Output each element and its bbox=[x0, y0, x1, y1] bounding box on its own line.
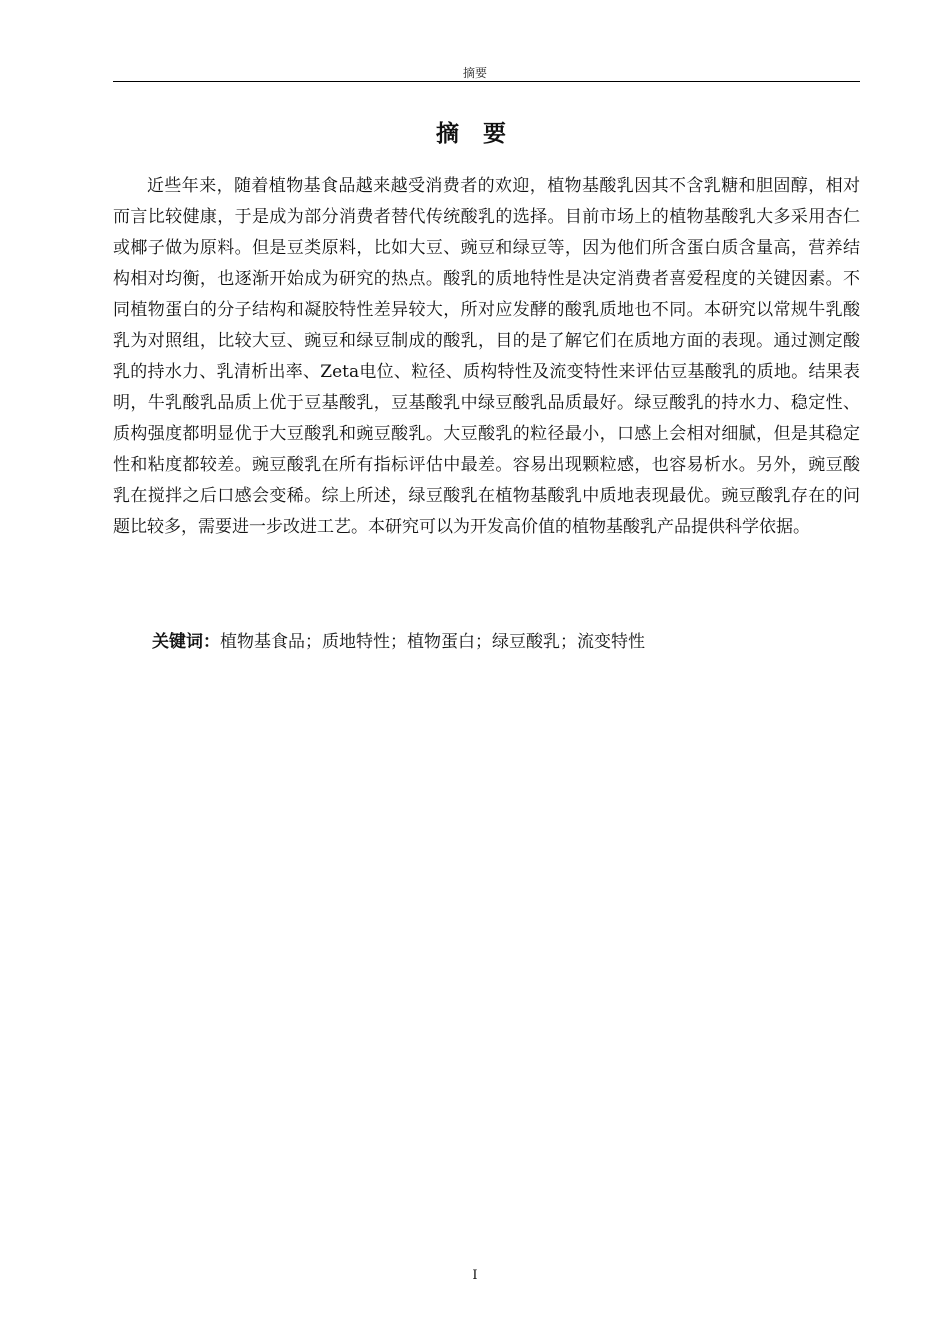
page-title: 摘 要 bbox=[435, 120, 514, 147]
keywords-label: 关键词： bbox=[152, 632, 220, 652]
running-header: 摘要 bbox=[462, 66, 487, 80]
keywords-text: 植物基食品；质地特性；植物蛋白；绿豆酸乳；流变特性 bbox=[220, 632, 645, 652]
header-rule bbox=[113, 81, 860, 82]
page-number: I bbox=[472, 1268, 478, 1283]
keywords-line bbox=[152, 627, 860, 658]
abstract-paragraph: 近些年来，随着植物基食品越来越受消费者的欢迎，植物基酸乳因其不含乳糖和胆固醇，相对而言比较健康，于是成为部分消费者替代传统酸乳的选择。目前市场上的植物基酸乳大多采用杏仁或椰子做为原料。但是豆类原料，比如大豆、豌豆和绿豆等，因为他们所含蛋白质含量高，营养结构相对均衡，也逐渐开始成为研究的热点。酸乳的质地特性是决定消费者喜爱程度的关键因素。不同植物蛋白的分子结构和凝胶特性差异较大，所对应发酵的酸乳质地也不同。本研究以常规牛乳酸乳为对照组，比较大豆、豌豆和绿豆制成的酸乳，目的是了解它们在质地方面的表现。通过测定酸乳的持水力、乳清析出率、Zeta电位、粒径、质构特性及流变特性来评估豆基酸乳的质地。结果表明，牛乳酸乳品质上优于豆基酸乳，豆基酸乳中绿豆酸乳品质最好。绿豆酸乳的持水力、稳定性、质构强度都明显优于大豆酸乳和豌豆酸乳。大豆酸乳的粒径最小，口感上会相对细腻，但是其稳定性和粘度都较差。豌豆酸乳在所有指标评估中最差。容易出现颗粒感，也容易析水。另外，豌豆酸乳在搅拌之后口感会变稀。综上所述，绿豆酸乳在植物基酸乳中质地表现最优。豌豆酸乳存在的问题比较多，需要进一步改进工艺。本研究可以为开发高价值的植物基酸乳产品提供科学依据。 bbox=[113, 176, 860, 537]
